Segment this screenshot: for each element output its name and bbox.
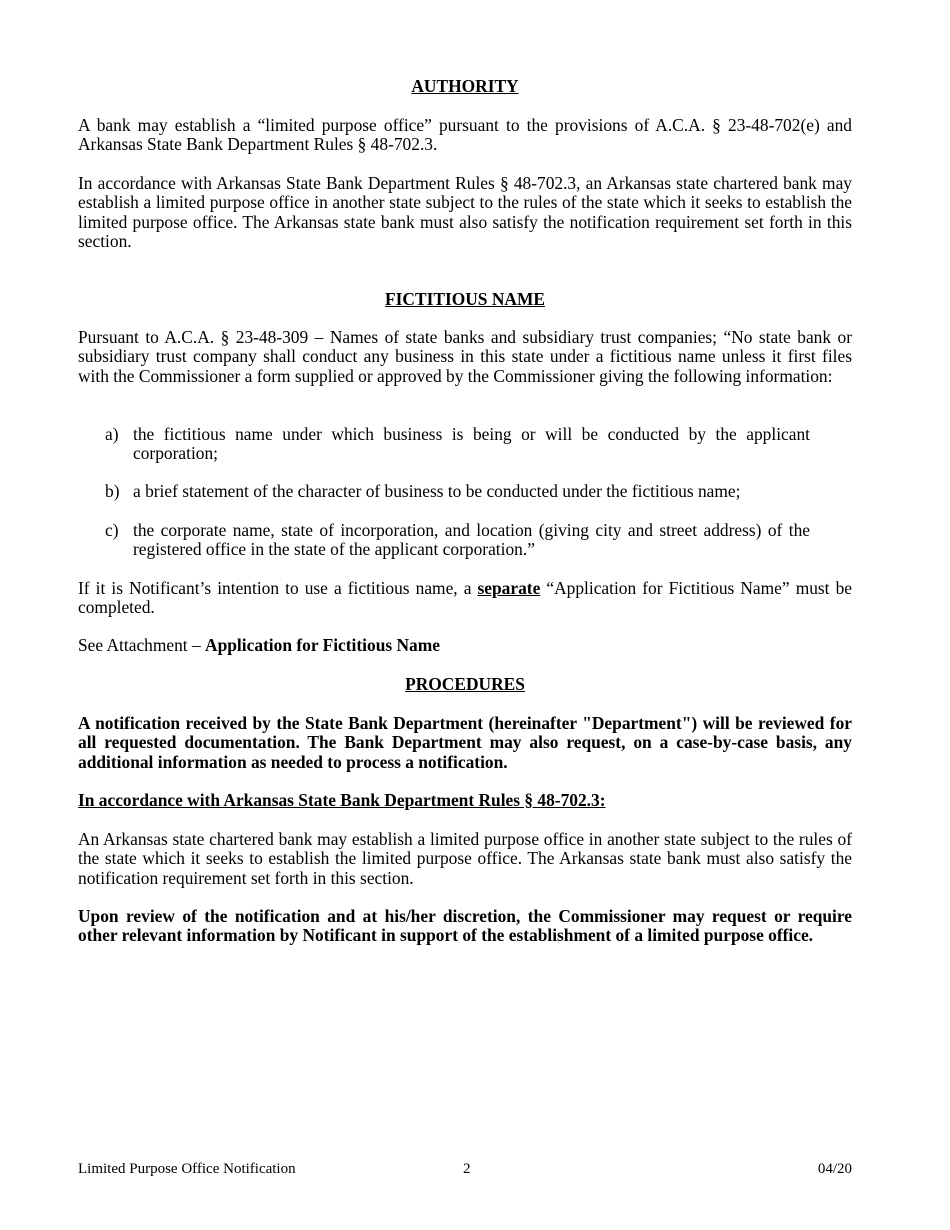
list-text: the fictitious name under which business is being or will be conducted by the applicant corporation; (133, 424, 810, 464)
list-text: the corporate name, state of incorporation, and location (giving city and street address) of the registered office in the state of the applicant corporation.” (133, 520, 810, 560)
list-marker: a) (105, 424, 119, 444)
fictitious-name-intro: Pursuant to A.C.A. § 23-48-309 – Names of state banks and subsidiary trust companies; “No state bank or subsidiary trust company shall conduct any business in this state under a fictitious name unless it first files with the Commissioner a form supplied or approved by the Commissioner giving the following information: (78, 327, 852, 386)
separate-emphasis: separate (477, 578, 541, 598)
attachment-title: Application for Fictitious Name (205, 635, 440, 655)
procedures-paragraph-2: An Arkansas state chartered bank may establish a limited purpose office in another state subject to the rules of the state which it seeks to establish the limited purpose office. The Arkansas state bank must also satisfy the notification requirement set forth in this section. (78, 829, 852, 888)
fictitious-name-heading: FICTITIOUS NAME (385, 289, 545, 309)
procedures-paragraph-1: A notification received by the State Bank Department (hereinafter "Department") will be reviewed for all requested documentation. The Bank Department may also request, on a case-by-case basis, any additional information as needed to process a notification. (78, 713, 852, 772)
procedures-subheading: In accordance with Arkansas State Bank Department Rules § 48-702.3: (78, 790, 606, 810)
authority-heading: AUTHORITY (411, 76, 519, 96)
authority-paragraph-1: A bank may establish a “limited purpose office” pursuant to the provisions of A.C.A. § 23-48-702(e) and Arkansas State Bank Department Rules § 48-702.3. (78, 115, 852, 155)
procedures-paragraph-3: Upon review of the notification and at his/her discretion, the Commissioner may request or require other relevant information by Notificant in support of the establishment of a limited purpose office. (78, 906, 852, 946)
list-marker: b) (105, 481, 120, 501)
attachment-reference (78, 636, 852, 655)
footer-date: 04/20 (817, 1161, 852, 1177)
list-text: a brief statement of the character of business to be conducted under the fictitious name; (133, 481, 741, 501)
authority-paragraph-2: In accordance with Arkansas State Bank Department Rules § 48-702.3, an Arkansas state chartered bank may establish a limited purpose office in another state subject to the rules of the state which it seeks to establish the limited purpose office. The Arkansas state bank must also satisfy the notification requirement set forth in this section. (78, 173, 852, 252)
attachment-prefix: See Attachment – (78, 635, 206, 655)
page-number: 2 (463, 1161, 471, 1177)
footer-left: Limited Purpose Office Notification (78, 1161, 296, 1177)
intention-text-before: If it is Notificant’s intention to use a fictitious name, a (78, 578, 478, 598)
list-marker: c) (105, 520, 119, 540)
fictitious-name-intention (78, 579, 852, 618)
intention-text-after: “Application for Fictitious Name” must be completed. (78, 578, 852, 618)
procedures-heading: PROCEDURES (405, 674, 525, 694)
